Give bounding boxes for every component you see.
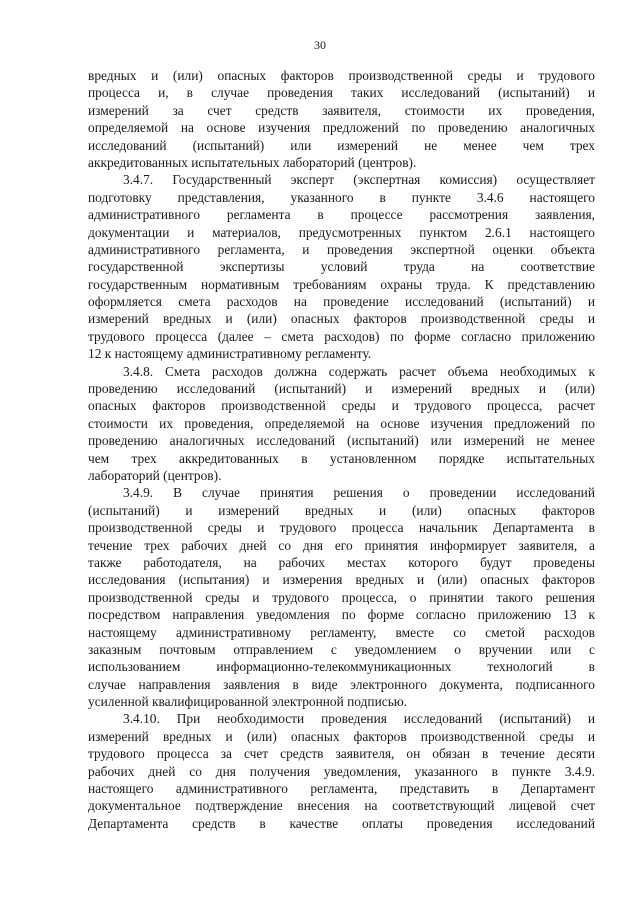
text-line: стоимости их проведения, определяемой на основе изучения предложений по: [88, 415, 595, 431]
text-line: 3.4.10. При необходимости проведения исследований (испытаний) и: [123, 711, 595, 727]
text-line: административного регламента, и проведения экспертной оценки объекта: [88, 241, 595, 257]
text-line: 3.4.7. Государственный эксперт (экспертная комиссия) осуществляет: [123, 172, 595, 188]
text-line: лабораторий (центров).: [88, 467, 222, 483]
text-line: измерений вредных и (или) опасных факторов производственной среды и: [88, 311, 595, 327]
text-line: государственной экспертизы условий труда на соответствие: [88, 259, 595, 275]
text-line: проведению аналогичных исследований (испытаний) или измерений не менее: [88, 433, 595, 449]
paragraph: [88, 171, 595, 362]
text-line: исследования (испытания) и измерения вредных и (или) опасных факторов: [88, 572, 595, 588]
text-line: оформляется смета расходов на проведение исследований (испытаний) и: [88, 294, 595, 310]
paragraph: [88, 363, 595, 485]
text-line: аккредитованных испытательных лабораторий (центров).: [88, 154, 417, 170]
text-line: опасных факторов производственной среды и трудового процесса, расчет: [88, 398, 595, 414]
text-line: 3.4.8. Смета расходов должна содержать расчет объема необходимых к: [123, 363, 595, 379]
paragraph: [88, 484, 595, 710]
text-line: (испытаний) и измерений вредных и (или) опасных факторов: [88, 502, 595, 518]
page-number: 30: [314, 38, 326, 52]
text-line: также работодателя, на рабочих местах которого будут проведены: [88, 554, 595, 570]
text-line: документальное подтверждение внесения на соответствующий лицевой счет: [88, 798, 595, 814]
text-line: документации и материалов, предусмотренных пунктом 2.6.1 настоящего: [88, 224, 595, 240]
text-line: использованием информационно-телекоммуникационных технологий в: [88, 659, 595, 675]
text-line: производственной среды и трудового процесса, о принятии такого решения: [88, 589, 595, 605]
text-line: посредством направления уведомления по форме согласно приложению 13 к: [88, 607, 595, 623]
text-line: заказным почтовым отправлением с уведомлением о вручении или с: [88, 641, 595, 657]
text-line: административного регламента в процессе рассмотрения заявления,: [88, 207, 595, 223]
paragraph: [88, 67, 595, 171]
text-line: измерений за счет средств заявителя, стоимости их проведения,: [88, 102, 595, 118]
text-line: вредных и (или) опасных факторов производственной среды и трудового: [88, 68, 595, 83]
text-line: процесса и, в случае проведения таких исследований (испытаний) и: [88, 85, 595, 101]
text-line: определяемой на основе изучения предложений по проведению аналогичных: [88, 120, 595, 136]
document-body: [88, 67, 595, 832]
text-line: измерений вредных и (или) опасных факторов производственной среды и: [88, 728, 595, 744]
text-line: усиленной квалифицированной электронной подписью.: [88, 694, 408, 710]
paragraph: [88, 710, 595, 832]
text-line: трудового процесса (далее – смета расходов) по форме согласно приложению: [88, 328, 595, 344]
text-line: трудового процесса за счет средств заявителя, он обязан в течение десяти: [88, 746, 595, 762]
text-line: Департамента средств в качестве оплаты проведения исследований: [88, 815, 595, 831]
text-line: подготовку представления, указанного в пункте 3.4.6 настоящего: [88, 189, 595, 205]
text-line: проведению исследований (испытаний) и измерений вредных и (или): [88, 381, 595, 397]
text-line: производственной среды и трудового процесса начальник Департамента в: [88, 520, 595, 536]
text-line: чем трех аккредитованных в установленном порядке испытательных: [88, 450, 595, 466]
text-line: 12 к настоящему административному регламенту.: [88, 346, 372, 362]
text-line: настоящему административному регламенту, вместе со сметой расходов: [88, 624, 595, 640]
text-line: рабочих дней со дня получения уведомления, указанного в пункте 3.4.9.: [88, 763, 595, 779]
text-line: государственным нормативным требованиям охраны труда. К представлению: [88, 276, 595, 292]
text-line: 3.4.9. В случае принятия решения о проведении исследований: [123, 485, 595, 501]
text-line: случае направления заявления в виде электронного документа, подписанного: [88, 676, 595, 692]
text-line: настоящего административного регламента, представить в Департамент: [88, 781, 595, 797]
text-line: исследований (испытаний) или измерений не менее чем трех: [88, 137, 595, 153]
text-line: течение трех рабочих дней со дня его принятия информирует заявителя, а: [88, 537, 595, 553]
